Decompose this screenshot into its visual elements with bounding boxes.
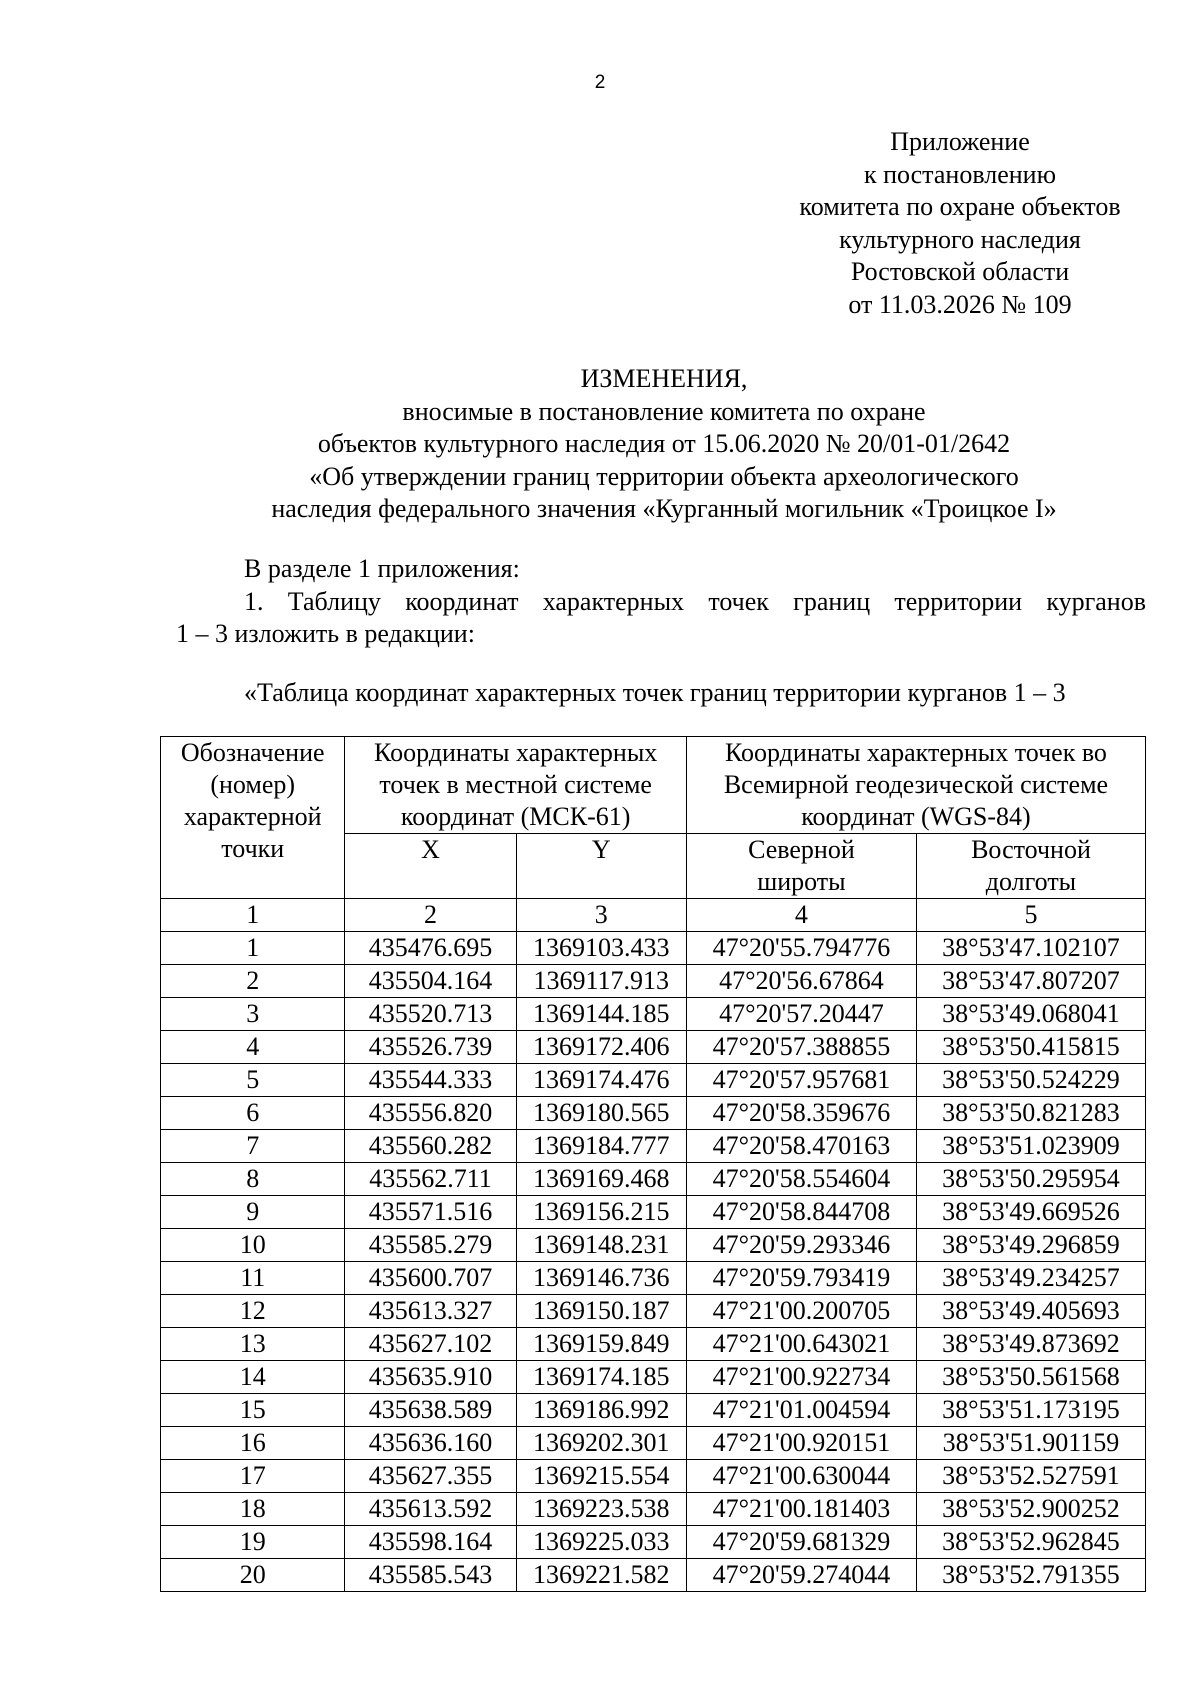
header-msk — [345, 737, 686, 834]
msk-y-cell: 1369117.913 — [516, 965, 686, 998]
header-text: координат (WGS-84) — [801, 802, 1031, 831]
wgs-east-cell: 38°53'51.901159 — [916, 1427, 1145, 1460]
msk-y-cell: 1369180.565 — [516, 1097, 686, 1130]
wgs-east-cell: 38°53'52.962845 — [916, 1526, 1145, 1559]
coordinates-table — [160, 736, 1146, 1592]
header-text: широты — [757, 867, 846, 896]
table-row — [161, 1064, 1146, 1097]
msk-y-cell: 1369223.538 — [516, 1493, 686, 1526]
msk-y-cell: 1369150.187 — [516, 1295, 686, 1328]
column-number: 1 — [161, 899, 345, 932]
msk-x-cell: 435613.327 — [345, 1295, 516, 1328]
column-number-row — [161, 899, 1146, 932]
header-text: долготы — [985, 867, 1077, 896]
wgs-east-cell: 38°53'47.102107 — [916, 932, 1145, 965]
point-number-cell: 8 — [161, 1163, 345, 1196]
column-number: 3 — [516, 899, 686, 932]
table-row — [161, 1196, 1146, 1229]
table-header-row — [161, 737, 1146, 834]
msk-y-cell: 1369103.433 — [516, 932, 686, 965]
msk-x-cell: 435585.279 — [345, 1229, 516, 1262]
heading-line: «Об утверждении границ территории объекта археологического — [309, 461, 1019, 491]
wgs-north-cell: 47°20'57.20447 — [686, 998, 916, 1031]
item-1-line-2: 1 – 3 изложить в редакции: — [176, 619, 475, 648]
header-wgs — [686, 737, 1145, 834]
point-number-cell: 15 — [161, 1394, 345, 1427]
heading-title: ИЗМЕНЕНИЯ, — [580, 364, 748, 393]
point-number-cell: 17 — [161, 1460, 345, 1493]
wgs-east-cell: 38°53'49.296859 — [916, 1229, 1145, 1262]
heading-line: вносимые в постановление комитета по охране — [402, 396, 926, 426]
msk-y-cell: 1369202.301 — [516, 1427, 686, 1460]
header-text: Всемирной геодезической системе — [723, 770, 1109, 799]
wgs-east-cell: 38°53'51.023909 — [916, 1130, 1145, 1163]
msk-x-cell: 435627.355 — [345, 1460, 516, 1493]
point-number-cell: 13 — [161, 1328, 345, 1361]
wgs-north-cell: 47°20'57.388855 — [686, 1031, 916, 1064]
header-text: Координаты характерных точек во — [724, 738, 1107, 767]
point-number-cell: 20 — [161, 1559, 345, 1592]
wgs-east-cell: 38°53'52.527591 — [916, 1460, 1145, 1493]
msk-y-cell: 1369144.185 — [516, 998, 686, 1031]
point-number-cell: 18 — [161, 1493, 345, 1526]
msk-x-cell: 435627.102 — [345, 1328, 516, 1361]
item-1-line-1: 1. Таблицу координат характерных точек границ территории курганов — [244, 586, 1146, 616]
table-row — [161, 998, 1146, 1031]
heading-line: наследия федерального значения «Курганный могильник «Троицкое I» — [271, 494, 1057, 523]
header-text: Восточной — [971, 835, 1091, 864]
msk-y-cell: 1369186.992 — [516, 1394, 686, 1427]
wgs-north-cell: 47°21'01.004594 — [686, 1394, 916, 1427]
header-text: координат (МСК-61) — [400, 802, 631, 831]
point-number-cell: 6 — [161, 1097, 345, 1130]
msk-y-cell: 1369225.033 — [516, 1526, 686, 1559]
msk-x-cell: 435613.592 — [345, 1493, 516, 1526]
msk-x-cell: 435562.711 — [345, 1163, 516, 1196]
wgs-north-cell: 47°21'00.200705 — [686, 1295, 916, 1328]
table-row — [161, 1493, 1146, 1526]
msk-y-cell: 1369174.185 — [516, 1361, 686, 1394]
header-x: X — [345, 834, 516, 899]
wgs-north-cell: 47°20'57.957681 — [686, 1064, 916, 1097]
msk-x-cell: 435638.589 — [345, 1394, 516, 1427]
appendix-line: Приложение — [890, 127, 1030, 156]
wgs-north-cell: 47°20'56.67864 — [686, 965, 916, 998]
msk-x-cell: 435560.282 — [345, 1130, 516, 1163]
table-row — [161, 1262, 1146, 1295]
intro-paragraph — [176, 553, 1146, 651]
table-row — [161, 1460, 1146, 1493]
table-row — [161, 932, 1146, 965]
wgs-north-cell: 47°21'00.630044 — [686, 1460, 916, 1493]
point-number-cell: 2 — [161, 965, 345, 998]
msk-y-cell: 1369215.554 — [516, 1460, 686, 1493]
section-reference: В разделе 1 приложения: — [244, 554, 520, 583]
point-number-cell: 19 — [161, 1526, 345, 1559]
header-text: (номер) — [210, 770, 296, 799]
column-number: 5 — [916, 899, 1145, 932]
msk-x-cell: 435636.160 — [345, 1427, 516, 1460]
wgs-north-cell: 47°20'59.293346 — [686, 1229, 916, 1262]
table-row — [161, 1295, 1146, 1328]
msk-y-cell: 1369174.476 — [516, 1064, 686, 1097]
appendix-line: Ростовской области — [850, 257, 1070, 286]
table-row — [161, 1163, 1146, 1196]
point-number-cell: 9 — [161, 1196, 345, 1229]
msk-y-cell: 1369184.777 — [516, 1130, 686, 1163]
point-number-cell: 14 — [161, 1361, 345, 1394]
wgs-north-cell: 47°20'58.359676 — [686, 1097, 916, 1130]
wgs-north-cell: 47°20'59.274044 — [686, 1559, 916, 1592]
appendix-line: комитета по охране объектов — [799, 192, 1121, 221]
table-row — [161, 1427, 1146, 1460]
point-number-cell: 1 — [161, 932, 345, 965]
wgs-east-cell: 38°53'52.791355 — [916, 1559, 1145, 1592]
wgs-east-cell: 38°53'49.669526 — [916, 1196, 1145, 1229]
msk-x-cell: 435600.707 — [345, 1262, 516, 1295]
msk-y-cell: 1369156.215 — [516, 1196, 686, 1229]
msk-x-cell: 435571.516 — [345, 1196, 516, 1229]
point-number-cell: 12 — [161, 1295, 345, 1328]
appendix-block — [760, 126, 1160, 321]
msk-x-cell: 435504.164 — [345, 965, 516, 998]
wgs-north-cell: 47°20'58.554604 — [686, 1163, 916, 1196]
table-row — [161, 965, 1146, 998]
header-text: Северной — [748, 835, 855, 864]
column-number: 2 — [345, 899, 516, 932]
wgs-east-cell: 38°53'50.295954 — [916, 1163, 1145, 1196]
msk-x-cell: 435635.910 — [345, 1361, 516, 1394]
header-north — [686, 834, 916, 899]
header-text: точек в местной системе — [379, 770, 652, 799]
wgs-east-cell: 38°53'49.405693 — [916, 1295, 1145, 1328]
heading-line: объектов культурного наследия от 15.06.2020 № 20/01-01/2642 — [317, 429, 1011, 458]
point-number-cell: 7 — [161, 1130, 345, 1163]
wgs-east-cell: 38°53'50.415815 — [916, 1031, 1145, 1064]
wgs-north-cell: 47°20'59.793419 — [686, 1262, 916, 1295]
msk-y-cell: 1369221.582 — [516, 1559, 686, 1592]
point-number-cell: 4 — [161, 1031, 345, 1064]
table-row — [161, 1031, 1146, 1064]
msk-x-cell: 435520.713 — [345, 998, 516, 1031]
msk-y-cell: 1369146.736 — [516, 1262, 686, 1295]
wgs-north-cell: 47°21'00.643021 — [686, 1328, 916, 1361]
msk-x-cell: 435544.333 — [345, 1064, 516, 1097]
msk-x-cell: 435585.543 — [345, 1559, 516, 1592]
wgs-north-cell: 47°21'00.181403 — [686, 1493, 916, 1526]
point-number-cell: 3 — [161, 998, 345, 1031]
wgs-north-cell: 47°20'58.470163 — [686, 1130, 916, 1163]
wgs-east-cell: 38°53'50.524229 — [916, 1064, 1145, 1097]
table-row — [161, 1328, 1146, 1361]
msk-x-cell: 435476.695 — [345, 932, 516, 965]
table-row — [161, 1130, 1146, 1163]
table-title: «Таблица координат характерных точек границ территории курганов 1 – 3 — [244, 678, 1066, 707]
appendix-line: от 11.03.2026 № 109 — [848, 289, 1072, 319]
point-number-cell: 5 — [161, 1064, 345, 1097]
msk-y-cell: 1369172.406 — [516, 1031, 686, 1064]
msk-y-cell: 1369148.231 — [516, 1229, 686, 1262]
wgs-east-cell: 38°53'52.900252 — [916, 1493, 1145, 1526]
header-designation — [161, 737, 345, 899]
table-row — [161, 1229, 1146, 1262]
table-row — [161, 1361, 1146, 1394]
appendix-line: культурного наследия — [839, 224, 1081, 254]
column-number: 4 — [686, 899, 916, 932]
header-text: Координаты характерных — [374, 738, 658, 767]
wgs-north-cell: 47°20'55.794776 — [686, 932, 916, 965]
msk-x-cell: 435598.164 — [345, 1526, 516, 1559]
table-row — [161, 1394, 1146, 1427]
wgs-east-cell: 38°53'50.561568 — [916, 1361, 1145, 1394]
table-row — [161, 1559, 1146, 1592]
wgs-east-cell: 38°53'49.234257 — [916, 1262, 1145, 1295]
document-heading — [0, 363, 1200, 526]
msk-y-cell: 1369159.849 — [516, 1328, 686, 1361]
point-number-cell: 11 — [161, 1262, 345, 1295]
header-text: характерной — [183, 802, 322, 831]
wgs-north-cell: 47°20'59.681329 — [686, 1526, 916, 1559]
point-number-cell: 10 — [161, 1229, 345, 1262]
table-row — [161, 1097, 1146, 1130]
table-row — [161, 1526, 1146, 1559]
wgs-north-cell: 47°20'58.844708 — [686, 1196, 916, 1229]
header-y: Y — [516, 834, 686, 899]
header-text: Обозначение — [180, 738, 325, 767]
wgs-east-cell: 38°53'49.068041 — [916, 998, 1145, 1031]
wgs-east-cell: 38°53'47.807207 — [916, 965, 1145, 998]
msk-x-cell: 435526.739 — [345, 1031, 516, 1064]
page-number: 2 — [594, 72, 606, 93]
wgs-east-cell: 38°53'50.821283 — [916, 1097, 1145, 1130]
point-number-cell: 16 — [161, 1427, 345, 1460]
wgs-north-cell: 47°21'00.920151 — [686, 1427, 916, 1460]
wgs-east-cell: 38°53'51.173195 — [916, 1394, 1145, 1427]
header-text: точки — [221, 834, 285, 863]
appendix-line: к постановлению — [863, 159, 1057, 189]
wgs-east-cell: 38°53'49.873692 — [916, 1328, 1145, 1361]
wgs-north-cell: 47°21'00.922734 — [686, 1361, 916, 1394]
header-east — [916, 834, 1145, 899]
msk-y-cell: 1369169.468 — [516, 1163, 686, 1196]
msk-x-cell: 435556.820 — [345, 1097, 516, 1130]
